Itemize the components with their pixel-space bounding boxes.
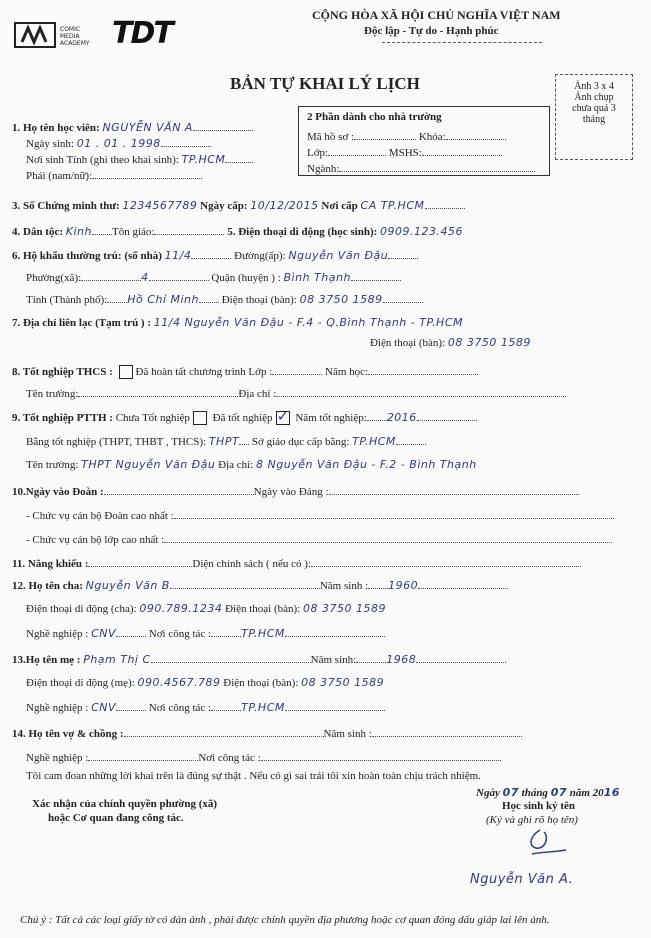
grad-year[interactable]: 2016 [386, 411, 417, 424]
district-label: Quận (huyện ) : [211, 272, 281, 284]
issue-date[interactable]: 10/12/2015 [250, 199, 319, 212]
pob-label: Nơi sinh Tỉnh (ghi theo khai sinh): [26, 154, 179, 166]
sex-label: Phái (nam/nữ): [26, 170, 93, 182]
hs-school-label: Tên trường: [26, 459, 79, 471]
religion-label: Tôn giáo: [112, 226, 155, 238]
ethnicity[interactable]: Kinh [65, 225, 92, 238]
father-name[interactable]: Nguyễn Văn B [85, 579, 170, 592]
contact-address[interactable]: 11/4 Nguyễn Văn Đậu - F.4 - Q.Bình Thạnh - TP.HCM [153, 316, 464, 329]
house-no[interactable]: 11/4 [164, 249, 192, 262]
father-work[interactable]: TP.HCM [241, 627, 285, 640]
logo1-text: COMIC MEDIA ACADEMY [60, 26, 90, 47]
course-label: Khóa: [418, 131, 446, 143]
mother-year-label: Năm sinh: [310, 654, 357, 666]
motto: Độc lập - Tự do - Hạnh phúc [364, 25, 499, 37]
not-graduated-label: Chưa Tốt nghiệp [115, 412, 190, 424]
graduated-checkbox[interactable] [276, 411, 290, 425]
f5-label: 5. Điện thoại di động (học sinh): [227, 226, 378, 238]
footer-note: Chú ý : Tất cả các loại giấy tờ có dán ảnh , phải được chính quyền địa phương hoặc cơ quan đóng dấu giáp lai lên ảnh. [20, 914, 550, 926]
ward[interactable]: 4 [141, 271, 149, 284]
f7-tel[interactable]: 08 3750 1589 [447, 336, 531, 349]
mother-job-label: Nghề nghiệp : [26, 702, 89, 714]
dob-label: Ngày sinh: [26, 138, 74, 150]
father-year[interactable]: 1960 [388, 579, 419, 592]
student-name[interactable]: NGUYỄN VĂN A [102, 121, 193, 134]
date-mid: tháng [521, 787, 548, 799]
street-label: Đường(ấp): [234, 250, 286, 262]
f9-label: 9. Tốt nghiệp PTTH : [12, 412, 113, 424]
issue-place[interactable]: CA TP.HCM [360, 199, 425, 212]
f4-label: 4. Dân tộc: [12, 226, 64, 238]
sign-note: (Ký và ghi rõ họ tên) [486, 814, 578, 826]
mother-work[interactable]: TP.HCM [241, 701, 285, 714]
student-sign-label: Học sinh ký tên [502, 800, 576, 812]
dept-label: Sở giáo dục cấp bằng: [251, 436, 350, 448]
father-mobile-label: Điện thoại di động (cha): [26, 603, 137, 615]
f13-label: 13.Họ tên mẹ : [12, 654, 81, 666]
not-graduated-checkbox[interactable] [193, 411, 207, 425]
photo-l2: Ảnh chụp [574, 92, 614, 103]
mother-mobile-label: Điện thoại di động (mẹ): [26, 677, 135, 689]
mother-mobile[interactable]: 090.4567.789 [137, 676, 221, 689]
major-label: Ngành: [307, 163, 340, 175]
graduated-label: Đã tốt nghiệp [212, 412, 273, 424]
f12-label: 12. Họ tên cha: [12, 580, 83, 592]
pob-value[interactable]: TP.HCM [181, 153, 226, 166]
mother-tel[interactable]: 08 3750 1589 [301, 676, 385, 689]
pledge-text: Tôi cam đoan những lời khai trên là đúng sự thật . Nếu có gì sai trái tôi xin hoàn toàn chịu trách nhiệm. [26, 770, 481, 782]
father-tel[interactable]: 08 3750 1589 [302, 602, 386, 615]
district[interactable]: Bình Thạnh [283, 271, 351, 284]
home-tel-label: Điện thoại (bàn): [221, 294, 297, 306]
f6-label: 6. Hộ khẩu thường trú: (số nhà) [12, 250, 162, 262]
logo2-text: TDT [112, 16, 172, 51]
school-use-box [298, 106, 550, 176]
hs-school[interactable]: THPT Nguyễn Văn Đậu [81, 458, 216, 471]
mother-year[interactable]: 1968 [386, 653, 417, 666]
spouse-work-label: Nơi công tác : [198, 752, 261, 764]
union-post-label: - Chức vụ cán bộ Đoàn cao nhất : [26, 510, 174, 522]
class-label: Lớp: [307, 147, 329, 159]
dept[interactable]: TP.HCM [352, 435, 396, 448]
signature-name: Nguyễn Văn A. [470, 872, 574, 887]
page-title: BẢN TỰ KHAI LÝ LỊCH [230, 74, 420, 93]
spouse-year-label: Năm sinh : [323, 728, 372, 740]
thcs-year-label: Năm học: [325, 366, 369, 378]
city[interactable]: Hồ Chí Minh [127, 293, 199, 306]
file-code-label: Mã hồ sơ : [307, 131, 355, 143]
class-post-label: - Chức vụ cán bộ lớp cao nhất : [26, 534, 165, 546]
f11-label: 11. Năng khiếu : [12, 558, 89, 570]
thcs-class-label: Lớp : [248, 366, 273, 378]
mother-job[interactable]: CNV [91, 701, 117, 714]
photo-l4: tháng [582, 114, 606, 125]
id-number[interactable]: 1234567789 [122, 199, 198, 212]
spouse-job-label: Nghề nghiệp : [26, 752, 89, 764]
date-pre: Ngày [476, 787, 500, 799]
f1-label: 1. Họ tên học viên: [12, 122, 100, 134]
issue-place-label: Nơi cấp [321, 200, 358, 212]
tdt-logo [112, 16, 194, 50]
sign-month[interactable]: 07 [550, 786, 567, 799]
father-job-label: Nghề nghiệp : [26, 628, 89, 640]
father-job[interactable]: CNV [91, 627, 117, 640]
dob-value[interactable]: 01 . 01 . 1998 [76, 137, 161, 150]
father-work-label: Nơi công tác : [148, 628, 212, 640]
f7-label: 7. Địa chỉ liên lạc (Tạm trú ) : [12, 317, 152, 329]
home-tel[interactable]: 08 3750 1589 [299, 293, 383, 306]
sign-day[interactable]: 07 [502, 786, 519, 799]
f7-tel-label: Điện thoại (bàn): [370, 337, 446, 349]
ward-label: Phường(xã): [26, 272, 82, 284]
cert[interactable]: THPT [208, 435, 240, 448]
mobile-phone[interactable]: 0909.123.456 [380, 225, 464, 238]
f3-label: 3. Số Chứng minh thư: [12, 200, 120, 212]
thcs-school-label: Tên trường: [26, 388, 79, 400]
issue-date-label: Ngày cấp: [200, 200, 248, 212]
comic-media-academy-logo [14, 20, 98, 50]
confirm-line1: Xác nhận của chính quyền phường (xã) [32, 798, 218, 810]
f8-label: 8. Tốt nghiệp THCS : [12, 366, 113, 378]
grad-year-label: Năm tốt nghiệp: [295, 412, 367, 424]
father-mobile[interactable]: 090.789.1234 [139, 602, 223, 615]
school-box-title: 2 Phần dành cho nhà trường [307, 111, 442, 123]
thcs-addr-label: Địa chỉ : [238, 388, 277, 400]
father-tel-label: Điện thoại (bàn): [225, 603, 301, 615]
country-header: CỘNG HÒA XÃ HỘI CHỦ NGHĨA VIỆT NAM [312, 8, 561, 22]
mother-work-label: Nơi công tác : [148, 702, 212, 714]
policy-label: Diện chính sách ( nếu có ): [192, 558, 311, 570]
party-label: Ngày vào Đảng : [253, 486, 329, 498]
sign-year[interactable]: 16 [603, 786, 620, 799]
mother-name[interactable]: Phạm Thị C [83, 653, 151, 666]
motto-underline [382, 42, 542, 43]
father-year-label: Năm sinh : [319, 580, 369, 592]
city-label: Tỉnh (Thành phố): [26, 294, 108, 306]
thcs-done-label: Đã hoàn tất chương trình [135, 366, 246, 378]
f10-label: 10.Ngày vào Đoàn : [12, 486, 104, 498]
photo-l1: Ảnh 3 x 4 [574, 81, 614, 92]
cert-label: Bằng tốt nghiệp (THPT, THBT , THCS): [26, 436, 207, 448]
confirm-line2: hoặc Cơ quan đang công tác. [48, 812, 184, 824]
signature [470, 824, 580, 869]
student-id-label: MSHS: [388, 147, 422, 159]
hs-addr-label: Địa chỉ: [218, 459, 254, 471]
f14-label: 14. Họ tên vợ & chồng : [12, 728, 124, 740]
street[interactable]: Nguyễn Văn Đậu [288, 249, 389, 262]
hs-addr[interactable]: 8 Nguyễn Văn Đậu - F.2 - Bình Thạnh [256, 458, 477, 471]
photo-box [555, 74, 633, 160]
date-post: năm 20 [569, 787, 604, 799]
photo-l3: chưa quá 3 [572, 103, 616, 114]
mother-tel-label: Điện thoại (bàn): [223, 677, 299, 689]
thcs-done-checkbox[interactable] [119, 365, 133, 379]
